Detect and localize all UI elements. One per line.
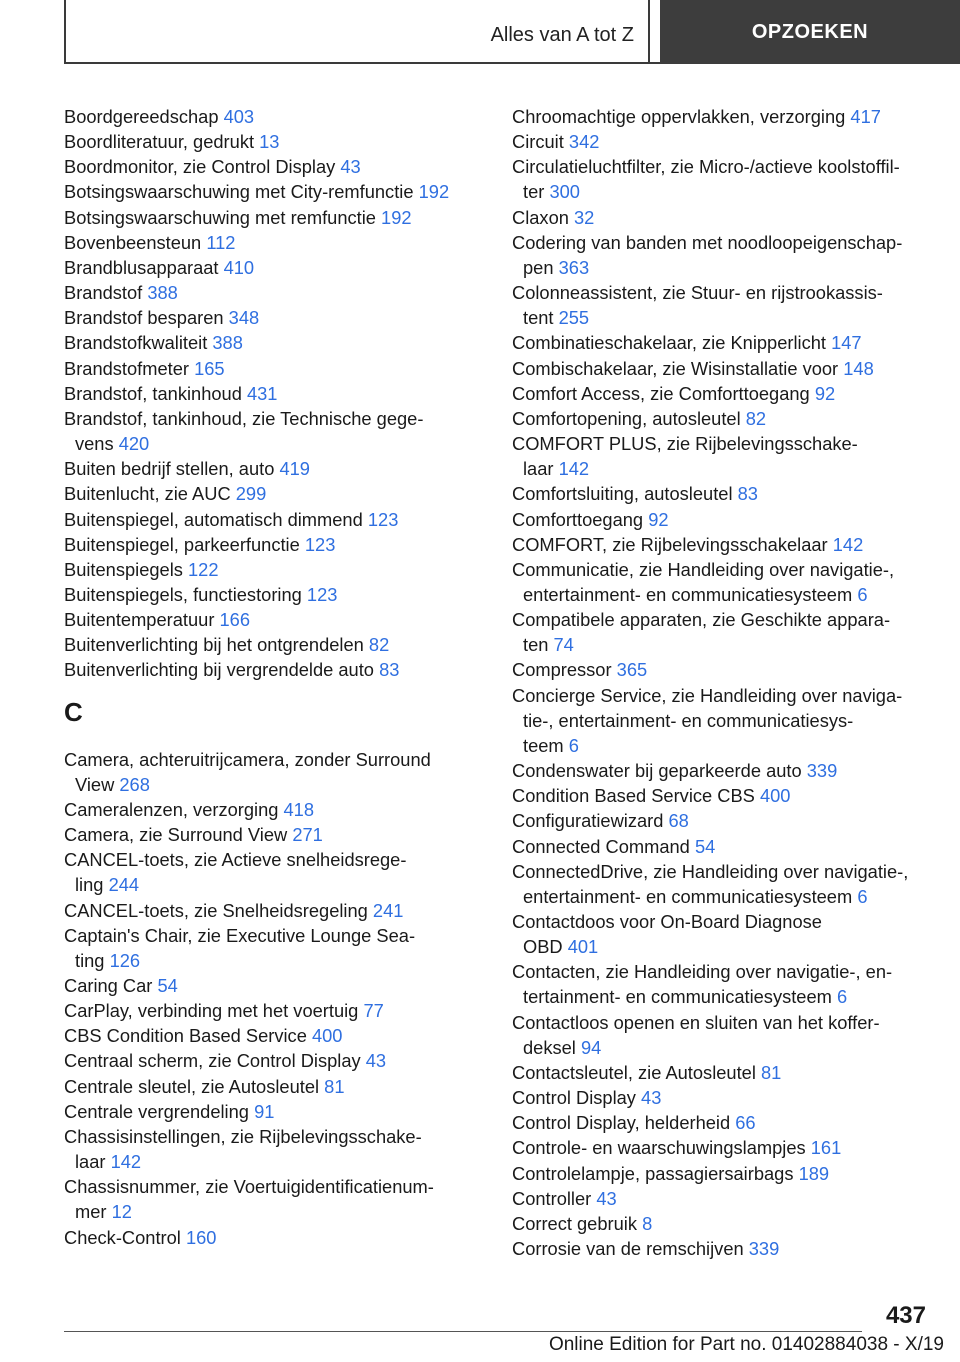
index-entry xyxy=(64,657,494,682)
page-link[interactable]: 271 xyxy=(292,824,323,846)
index-entry xyxy=(64,1174,494,1224)
index-entry xyxy=(64,230,494,255)
index-entry xyxy=(64,847,494,897)
entry-term: Comfortsluiting, autosleutel xyxy=(512,483,733,505)
entry-term: Chroomachtige oppervlakken, verzorging xyxy=(512,106,846,127)
entry-term: Control Display, helderheid xyxy=(512,1112,731,1134)
index-entry xyxy=(512,834,942,859)
page-link[interactable]: 123 xyxy=(306,583,338,605)
entry-term: Controlelampje, passagiersairbags xyxy=(512,1162,794,1184)
page-link[interactable]: 410 xyxy=(223,256,255,278)
page-link[interactable]: 81 xyxy=(324,1075,345,1097)
entry-term: CANCEL-toets, zie Actieve snelheidsrege- ling xyxy=(64,849,407,896)
page-link[interactable]: 6 xyxy=(836,986,848,1008)
index-entry xyxy=(64,129,494,154)
entry-term: Centraal scherm, zie Control Display xyxy=(64,1050,361,1072)
index-entry xyxy=(512,1186,942,1211)
entry-term: Brandstofkwaliteit xyxy=(64,332,208,354)
index-entry xyxy=(512,381,942,406)
index-entry xyxy=(512,205,942,230)
page-link[interactable]: 401 xyxy=(567,936,599,958)
index-entry xyxy=(512,507,942,532)
entry-term: Boordliteratuur, gedrukt xyxy=(64,131,255,153)
page-link[interactable]: 192 xyxy=(418,181,450,203)
page-link[interactable]: 339 xyxy=(806,760,838,782)
page-link[interactable]: 189 xyxy=(798,1162,830,1184)
entry-term: Boordgereedschap xyxy=(64,106,219,127)
index-entry xyxy=(64,356,494,381)
index-entry xyxy=(512,330,942,355)
page-link[interactable]: 6 xyxy=(857,885,868,907)
entries-b xyxy=(64,104,494,683)
page-link[interactable]: 43 xyxy=(365,1050,387,1072)
index-entry xyxy=(64,154,494,179)
section-letter-c: C xyxy=(64,696,83,727)
index-entry xyxy=(64,632,494,657)
header-left-rule xyxy=(64,0,66,64)
entry-term: Codering van banden met noodloopeigenschap- pen xyxy=(512,231,903,278)
page-link[interactable]: 112 xyxy=(206,231,236,253)
page-link[interactable]: 66 xyxy=(735,1112,756,1134)
index-entry xyxy=(64,822,494,847)
page-link[interactable]: 142 xyxy=(110,1151,142,1173)
index-entry xyxy=(512,356,942,381)
index-entry xyxy=(64,1074,494,1099)
entry-term: Buitenspiegel, parkeerfunctie xyxy=(64,533,300,555)
page-link[interactable]: 81 xyxy=(761,1061,782,1083)
entry-term: Botsingswaarschuwing met remfunctie xyxy=(64,206,376,228)
index-entry xyxy=(512,280,942,330)
entry-term: Combischakelaar, zie Wisinstallatie voor xyxy=(512,357,839,379)
entry-term: Cameralenzen, verzorging xyxy=(64,798,279,820)
entry-term: Brandstof besparen xyxy=(64,307,224,329)
page-link[interactable]: 365 xyxy=(616,659,648,681)
page-link[interactable]: 417 xyxy=(850,106,881,127)
entry-term: Contacten, zie Handleiding over navigatie-, en- tertainment- en communicatiesysteem xyxy=(512,961,893,1008)
index-entry xyxy=(64,582,494,607)
index-entry xyxy=(64,305,494,330)
entry-term: Correct gebruik xyxy=(512,1212,637,1234)
entry-term: Circuit xyxy=(512,131,564,153)
index-entry xyxy=(512,1211,942,1236)
page-link[interactable]: 300 xyxy=(549,181,580,203)
index-entry xyxy=(512,154,942,204)
index-entry xyxy=(64,179,494,204)
footer-rule xyxy=(64,1331,862,1332)
index-entry xyxy=(64,1124,494,1174)
index-entry xyxy=(512,683,942,758)
page-link[interactable]: 388 xyxy=(147,282,178,304)
index-entry xyxy=(64,747,494,797)
page-link[interactable]: 339 xyxy=(748,1238,780,1260)
section-title: Alles van A tot Z xyxy=(490,24,634,46)
index-entry xyxy=(512,859,942,909)
entry-term: Camera, achteruitrijcamera, zonder Surround View xyxy=(64,748,431,795)
index-entry xyxy=(64,973,494,998)
entry-term: Brandblusapparaat xyxy=(64,256,219,278)
entry-term: Chassisnummer, zie Voertuigidentificatienum- mer xyxy=(64,1176,434,1223)
index-entry xyxy=(64,607,494,632)
entry-term: Brandstof, tankinhoud xyxy=(64,382,242,404)
entry-term: Chassisinstellingen, zie Rijbelevingsschake- laar xyxy=(64,1125,422,1173)
entry-term: Buitenspiegel, automatisch dimmend xyxy=(64,508,363,530)
index-entry xyxy=(64,898,494,923)
page-link[interactable]: 255 xyxy=(558,307,590,329)
entry-term: Contactsleutel, zie Autosleutel xyxy=(512,1061,756,1083)
entry-term: Contactdoos voor On-Board Diagnose OBD xyxy=(512,911,822,958)
index-entry xyxy=(512,1085,942,1110)
page-link[interactable]: 342 xyxy=(568,131,600,153)
entry-term: Concierge Service, zie Handleiding over naviga- tie-, entertainment- en communicatiesys- teem xyxy=(512,684,903,756)
index-entry xyxy=(512,758,942,783)
index-entry xyxy=(512,104,942,129)
entry-term: Brandstofmeter xyxy=(64,357,189,379)
entry-term: Buitenverlichting bij vergrendelde auto xyxy=(64,659,374,681)
page-link[interactable]: 94 xyxy=(580,1036,602,1058)
entry-term: Condenswater bij geparkeerde auto xyxy=(512,760,802,782)
entry-term: Comforttoegang xyxy=(512,508,644,530)
entry-term: ConnectedDrive, zie Handleiding over navigatie-, entertainment- en communicatiesysteem xyxy=(512,860,909,907)
page-link[interactable]: 142 xyxy=(558,458,590,480)
page-link[interactable]: 74 xyxy=(553,634,574,656)
page-link[interactable]: 147 xyxy=(831,332,862,354)
index-entry xyxy=(512,1010,942,1060)
page-link[interactable]: 431 xyxy=(246,382,278,404)
index-entry xyxy=(64,456,494,481)
entries-c xyxy=(64,747,494,1250)
page-link[interactable]: 43 xyxy=(340,156,361,178)
page-link[interactable]: 54 xyxy=(157,975,178,996)
page-link[interactable]: 419 xyxy=(279,458,310,480)
page-link[interactable]: 77 xyxy=(363,1000,384,1022)
page-link[interactable]: 160 xyxy=(185,1226,217,1248)
page-link[interactable]: 418 xyxy=(283,798,315,820)
page-link[interactable]: 6 xyxy=(857,583,868,605)
tab-opzoeken[interactable] xyxy=(660,0,960,64)
index-column-left xyxy=(64,104,494,1250)
index-entry xyxy=(512,406,942,431)
index-entry xyxy=(64,998,494,1023)
index-entry xyxy=(64,1023,494,1048)
entry-term: Caring Car xyxy=(64,975,153,996)
entry-term: Camera, zie Surround View xyxy=(64,824,288,846)
entry-term: Claxon xyxy=(512,206,569,228)
entry-term: COMFORT PLUS, zie Rijbelevingsschake- laar xyxy=(512,433,858,480)
entry-term: Buitenverlichting bij het ontgrendelen xyxy=(64,634,364,656)
entry-term: Bovenbeensteun xyxy=(64,231,202,253)
entry-term: Controle- en waarschuwingslampjes xyxy=(512,1137,806,1159)
entry-term: Buitenspiegels, functiestoring xyxy=(64,583,302,605)
entry-term: Condition Based Service CBS xyxy=(512,785,755,807)
index-entry xyxy=(64,1225,494,1250)
index-entry xyxy=(64,481,494,506)
index-entry xyxy=(512,481,942,506)
index-entry xyxy=(64,381,494,406)
entry-term: CarPlay, verbinding met het voertuig xyxy=(64,1000,359,1022)
entry-term: Boordmonitor, zie Control Display xyxy=(64,156,336,178)
index-entry xyxy=(512,129,942,154)
page-link[interactable]: 54 xyxy=(694,835,716,857)
index-entry xyxy=(64,330,494,355)
footer-edition: Online Edition for Part no. 01402884038 - X/19 xyxy=(548,1334,944,1355)
page-link[interactable]: 148 xyxy=(843,357,874,379)
page-link[interactable]: 6 xyxy=(568,734,579,756)
page-link[interactable]: 126 xyxy=(109,949,141,971)
entry-term: Buitenlucht, zie AUC xyxy=(64,483,231,505)
page-link[interactable]: 420 xyxy=(118,433,150,455)
index-entry xyxy=(64,1048,494,1073)
index-entry xyxy=(512,959,942,1009)
page-link[interactable]: 142 xyxy=(832,533,864,555)
index-entry xyxy=(64,923,494,973)
index-entry xyxy=(64,1099,494,1124)
index-entry xyxy=(512,230,942,280)
entry-term: Brandstof xyxy=(64,282,143,304)
index-entry xyxy=(512,1060,942,1085)
index-entry xyxy=(512,1161,942,1186)
page-link[interactable]: 299 xyxy=(235,483,267,505)
index-entry xyxy=(512,808,942,833)
page-link[interactable]: 388 xyxy=(212,332,243,354)
index-entry xyxy=(64,104,494,129)
index-column-right xyxy=(512,104,942,1261)
index-entry xyxy=(64,406,494,456)
index-entry xyxy=(512,607,942,657)
index-entry xyxy=(64,532,494,557)
entry-term: Combinatieschakelaar, zie Knipperlicht xyxy=(512,332,826,354)
entry-term: Connected Command xyxy=(512,835,690,857)
entry-term: Buitentemperatuur xyxy=(64,609,215,631)
index-entry xyxy=(512,657,942,682)
page-link[interactable]: 161 xyxy=(810,1137,842,1159)
entry-term: Controller xyxy=(512,1187,592,1209)
index-entry xyxy=(512,1135,942,1160)
header-divider xyxy=(648,0,650,64)
page-link[interactable]: 82 xyxy=(745,407,767,429)
page-link[interactable]: 83 xyxy=(379,659,400,681)
entry-term: Corrosie van de remschijven xyxy=(512,1238,744,1260)
page-link[interactable]: 68 xyxy=(668,810,689,832)
page-link[interactable]: 241 xyxy=(372,899,404,921)
page-link[interactable]: 348 xyxy=(228,307,260,329)
page-link[interactable]: 91 xyxy=(254,1100,275,1122)
index-entry xyxy=(64,507,494,532)
page-link[interactable]: 43 xyxy=(596,1187,617,1209)
page-link[interactable]: 92 xyxy=(814,382,836,404)
entry-term: Buiten bedrijf stellen, auto xyxy=(64,458,275,480)
entries-c-continued xyxy=(512,104,942,1261)
index-entry xyxy=(512,783,942,808)
page-link[interactable]: 166 xyxy=(219,609,251,631)
index-entry xyxy=(64,280,494,305)
page-link[interactable]: 82 xyxy=(368,634,390,656)
entry-term: Brandstof, tankinhoud, zie Technische gege- vens xyxy=(64,407,424,455)
index-entry xyxy=(512,532,942,557)
entry-term: Colonneassistent, zie Stuur- en rijstrookassis- tent xyxy=(512,282,883,329)
page-link[interactable]: 165 xyxy=(194,357,225,379)
page-link[interactable]: 363 xyxy=(558,256,590,278)
page-link[interactable]: 12 xyxy=(111,1201,132,1223)
page-number: 437 xyxy=(885,1302,926,1329)
entry-term: CANCEL-toets, zie Snelheidsregeling xyxy=(64,899,368,921)
entry-term: Centrale vergrendeling xyxy=(64,1100,249,1122)
entry-term: Comfort Access, zie Comforttoegang xyxy=(512,382,810,404)
entry-term: Check-Control xyxy=(64,1226,181,1248)
index-entry xyxy=(512,1110,942,1135)
page-link[interactable]: 400 xyxy=(311,1025,343,1047)
entry-term: Compressor xyxy=(512,659,612,681)
index-entry xyxy=(512,909,942,959)
entry-term: Captain's Chair, zie Executive Lounge Sea- ting xyxy=(64,924,416,971)
tab-label: OPZOEKEN xyxy=(751,20,869,43)
page-link[interactable]: 400 xyxy=(759,785,791,807)
page-link[interactable]: 403 xyxy=(223,106,255,127)
index-entry xyxy=(512,557,942,607)
page-link[interactable]: 83 xyxy=(737,483,758,505)
index-entry xyxy=(512,1236,942,1261)
page-link[interactable]: 13 xyxy=(259,131,280,153)
page-link[interactable]: 92 xyxy=(648,508,669,530)
entry-term: COMFORT, zie Rijbelevingsschakelaar xyxy=(512,533,828,555)
entry-term: CBS Condition Based Service xyxy=(64,1025,307,1047)
index-entry xyxy=(512,431,942,481)
index-entry xyxy=(64,205,494,230)
page-link[interactable]: 122 xyxy=(188,558,219,580)
entry-term: Configuratiewizard xyxy=(512,810,664,832)
index-entry xyxy=(64,557,494,582)
entry-term: Centrale sleutel, zie Autosleutel xyxy=(64,1075,320,1097)
page-link[interactable]: 192 xyxy=(381,206,412,228)
entry-term: Circulatieluchtfilter, zie Micro-/actieve koolstoffil- ter xyxy=(512,156,900,203)
page-link[interactable]: 123 xyxy=(304,533,336,555)
entry-term: Botsingswaarschuwing met City-remfunctie xyxy=(64,181,414,203)
entry-term: Buitenspiegels xyxy=(64,558,183,580)
entry-term: Compatibele apparaten, zie Geschikte appara- ten xyxy=(512,609,891,656)
entry-term: Control Display xyxy=(512,1087,636,1109)
page-link[interactable]: 123 xyxy=(367,508,399,530)
page-link[interactable]: 268 xyxy=(119,773,150,795)
entry-term: Comfortopening, autosleutel xyxy=(512,407,741,429)
page-link[interactable]: 32 xyxy=(574,206,595,228)
index-entry xyxy=(64,255,494,280)
page-link[interactable]: 8 xyxy=(642,1212,653,1234)
page-link[interactable]: 43 xyxy=(641,1087,662,1109)
entry-term: Communicatie, zie Handleiding over navigatie-, entertainment- en communicatiesysteem xyxy=(512,558,895,605)
entry-term: Contactloos openen en sluiten van het koffer- deksel xyxy=(512,1011,880,1058)
page-link[interactable]: 244 xyxy=(108,874,140,896)
index-entry xyxy=(64,797,494,822)
